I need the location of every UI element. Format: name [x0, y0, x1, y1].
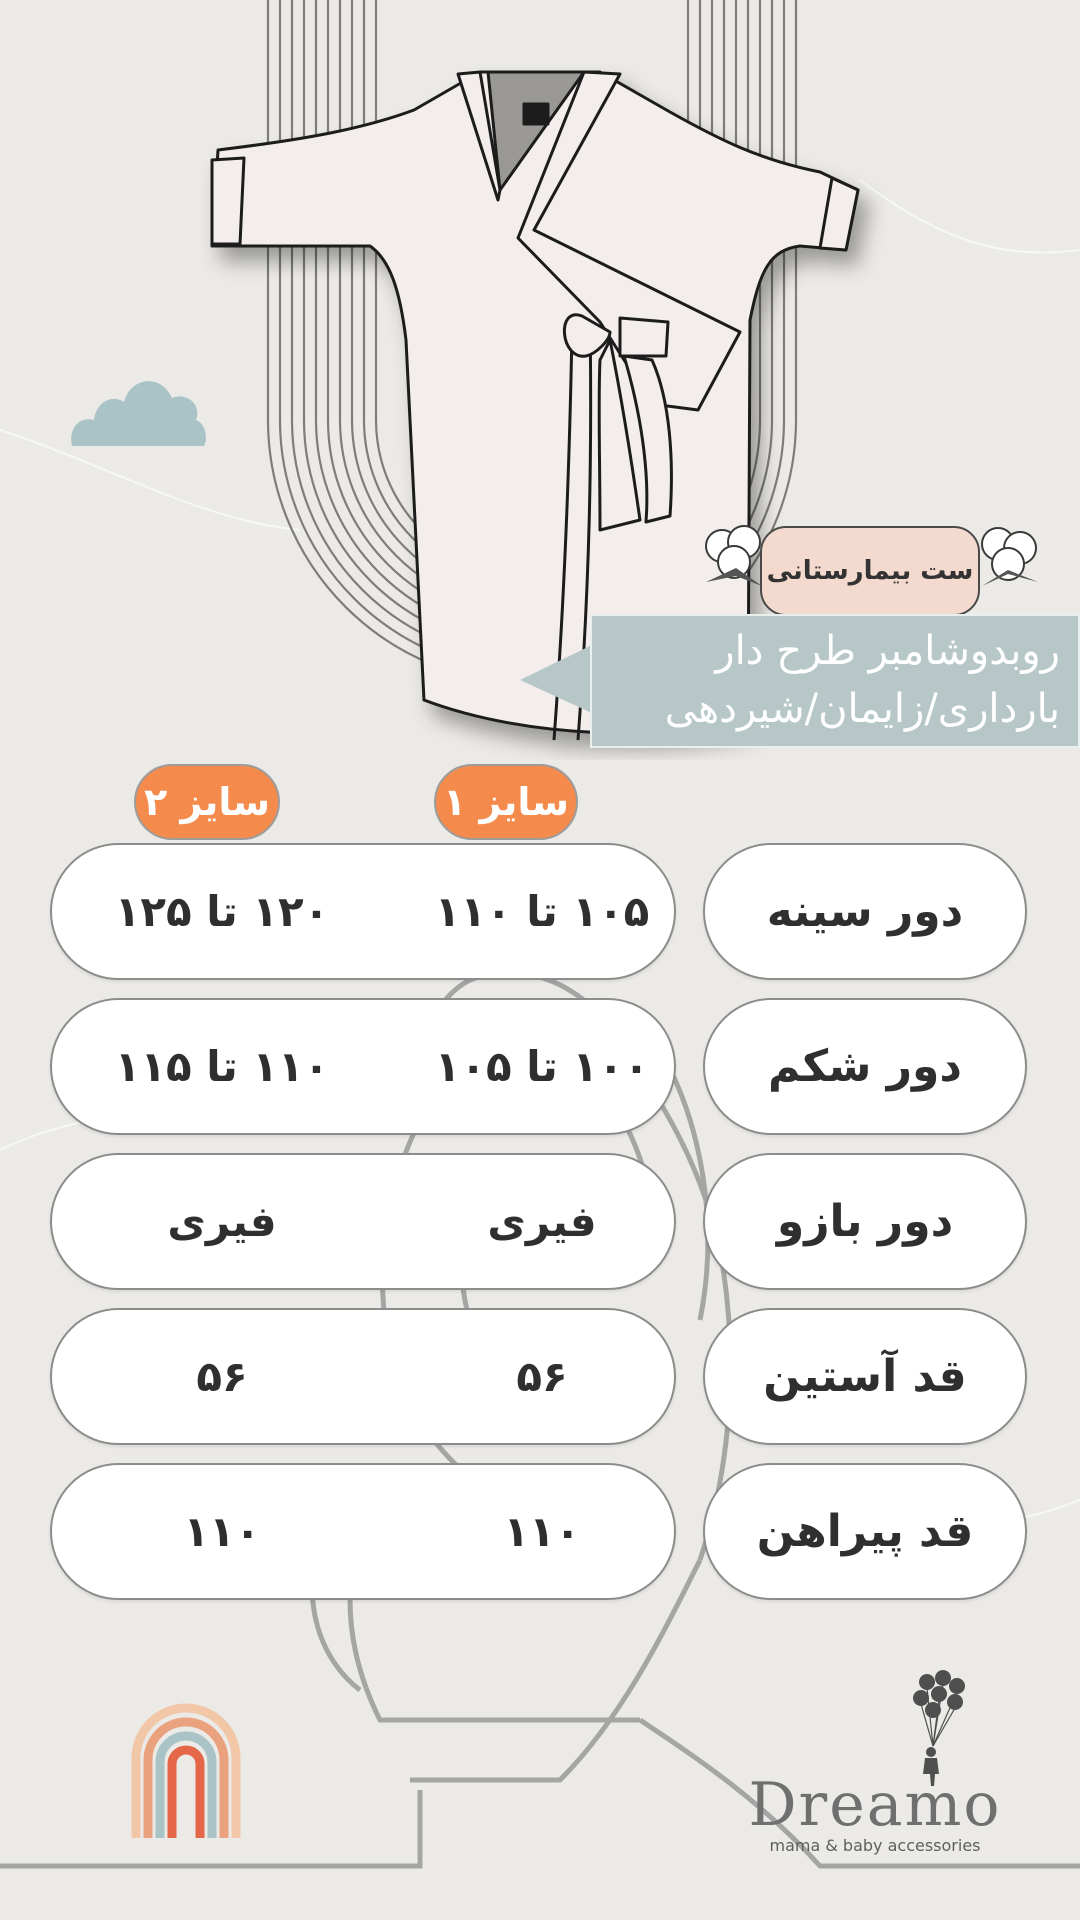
size1-value: فیری [487, 1197, 597, 1246]
collection-tag: ست بیمارستانی [760, 526, 980, 616]
rainbow-icon [128, 1700, 244, 1840]
size2-value: ۱۱۰ [183, 1507, 261, 1556]
size1-value: ۱۱۰ [503, 1507, 581, 1556]
size1-value: ۱۰۰ تا ۱۰۵ [434, 1042, 650, 1091]
table-row-values [50, 1308, 676, 1445]
row-label: قد پیراهن [703, 1463, 1027, 1600]
product-title-line2: بارداری/زایمان/شیردهی [664, 686, 1060, 732]
cotton-flower-icon [968, 522, 1048, 592]
brand-logo: Dreamo [748, 1770, 1002, 1840]
size-header-1: سایز ۱ [434, 764, 578, 840]
row-label: قد آستین [703, 1308, 1027, 1445]
brand-tagline: mama & baby accessories [769, 1836, 981, 1855]
row-label: دور سینه [703, 843, 1027, 980]
table-row-values [50, 1153, 676, 1290]
size2-value: ۱۱۰ تا ۱۱۵ [114, 1042, 330, 1091]
table-row-values [50, 1463, 676, 1600]
row-label: دور بازو [703, 1153, 1027, 1290]
size2-value: ۱۲۰ تا ۱۲۵ [114, 887, 330, 936]
cloud-icon [68, 368, 208, 448]
size1-value: ۱۰۵ تا ۱۱۰ [434, 887, 650, 936]
table-row-values [50, 843, 676, 980]
table-row-values [50, 998, 676, 1135]
title-box-pointer [520, 644, 594, 714]
product-title [590, 614, 1080, 748]
size2-value: ۵۶ [196, 1352, 248, 1401]
size1-value: ۵۶ [516, 1352, 568, 1401]
product-title-line1: روبدوشامبر طرح دار [715, 628, 1060, 674]
row-label: دور شکم [703, 998, 1027, 1135]
size-header-2: سایز ۲ [134, 764, 280, 840]
size2-value: فیری [167, 1197, 277, 1246]
